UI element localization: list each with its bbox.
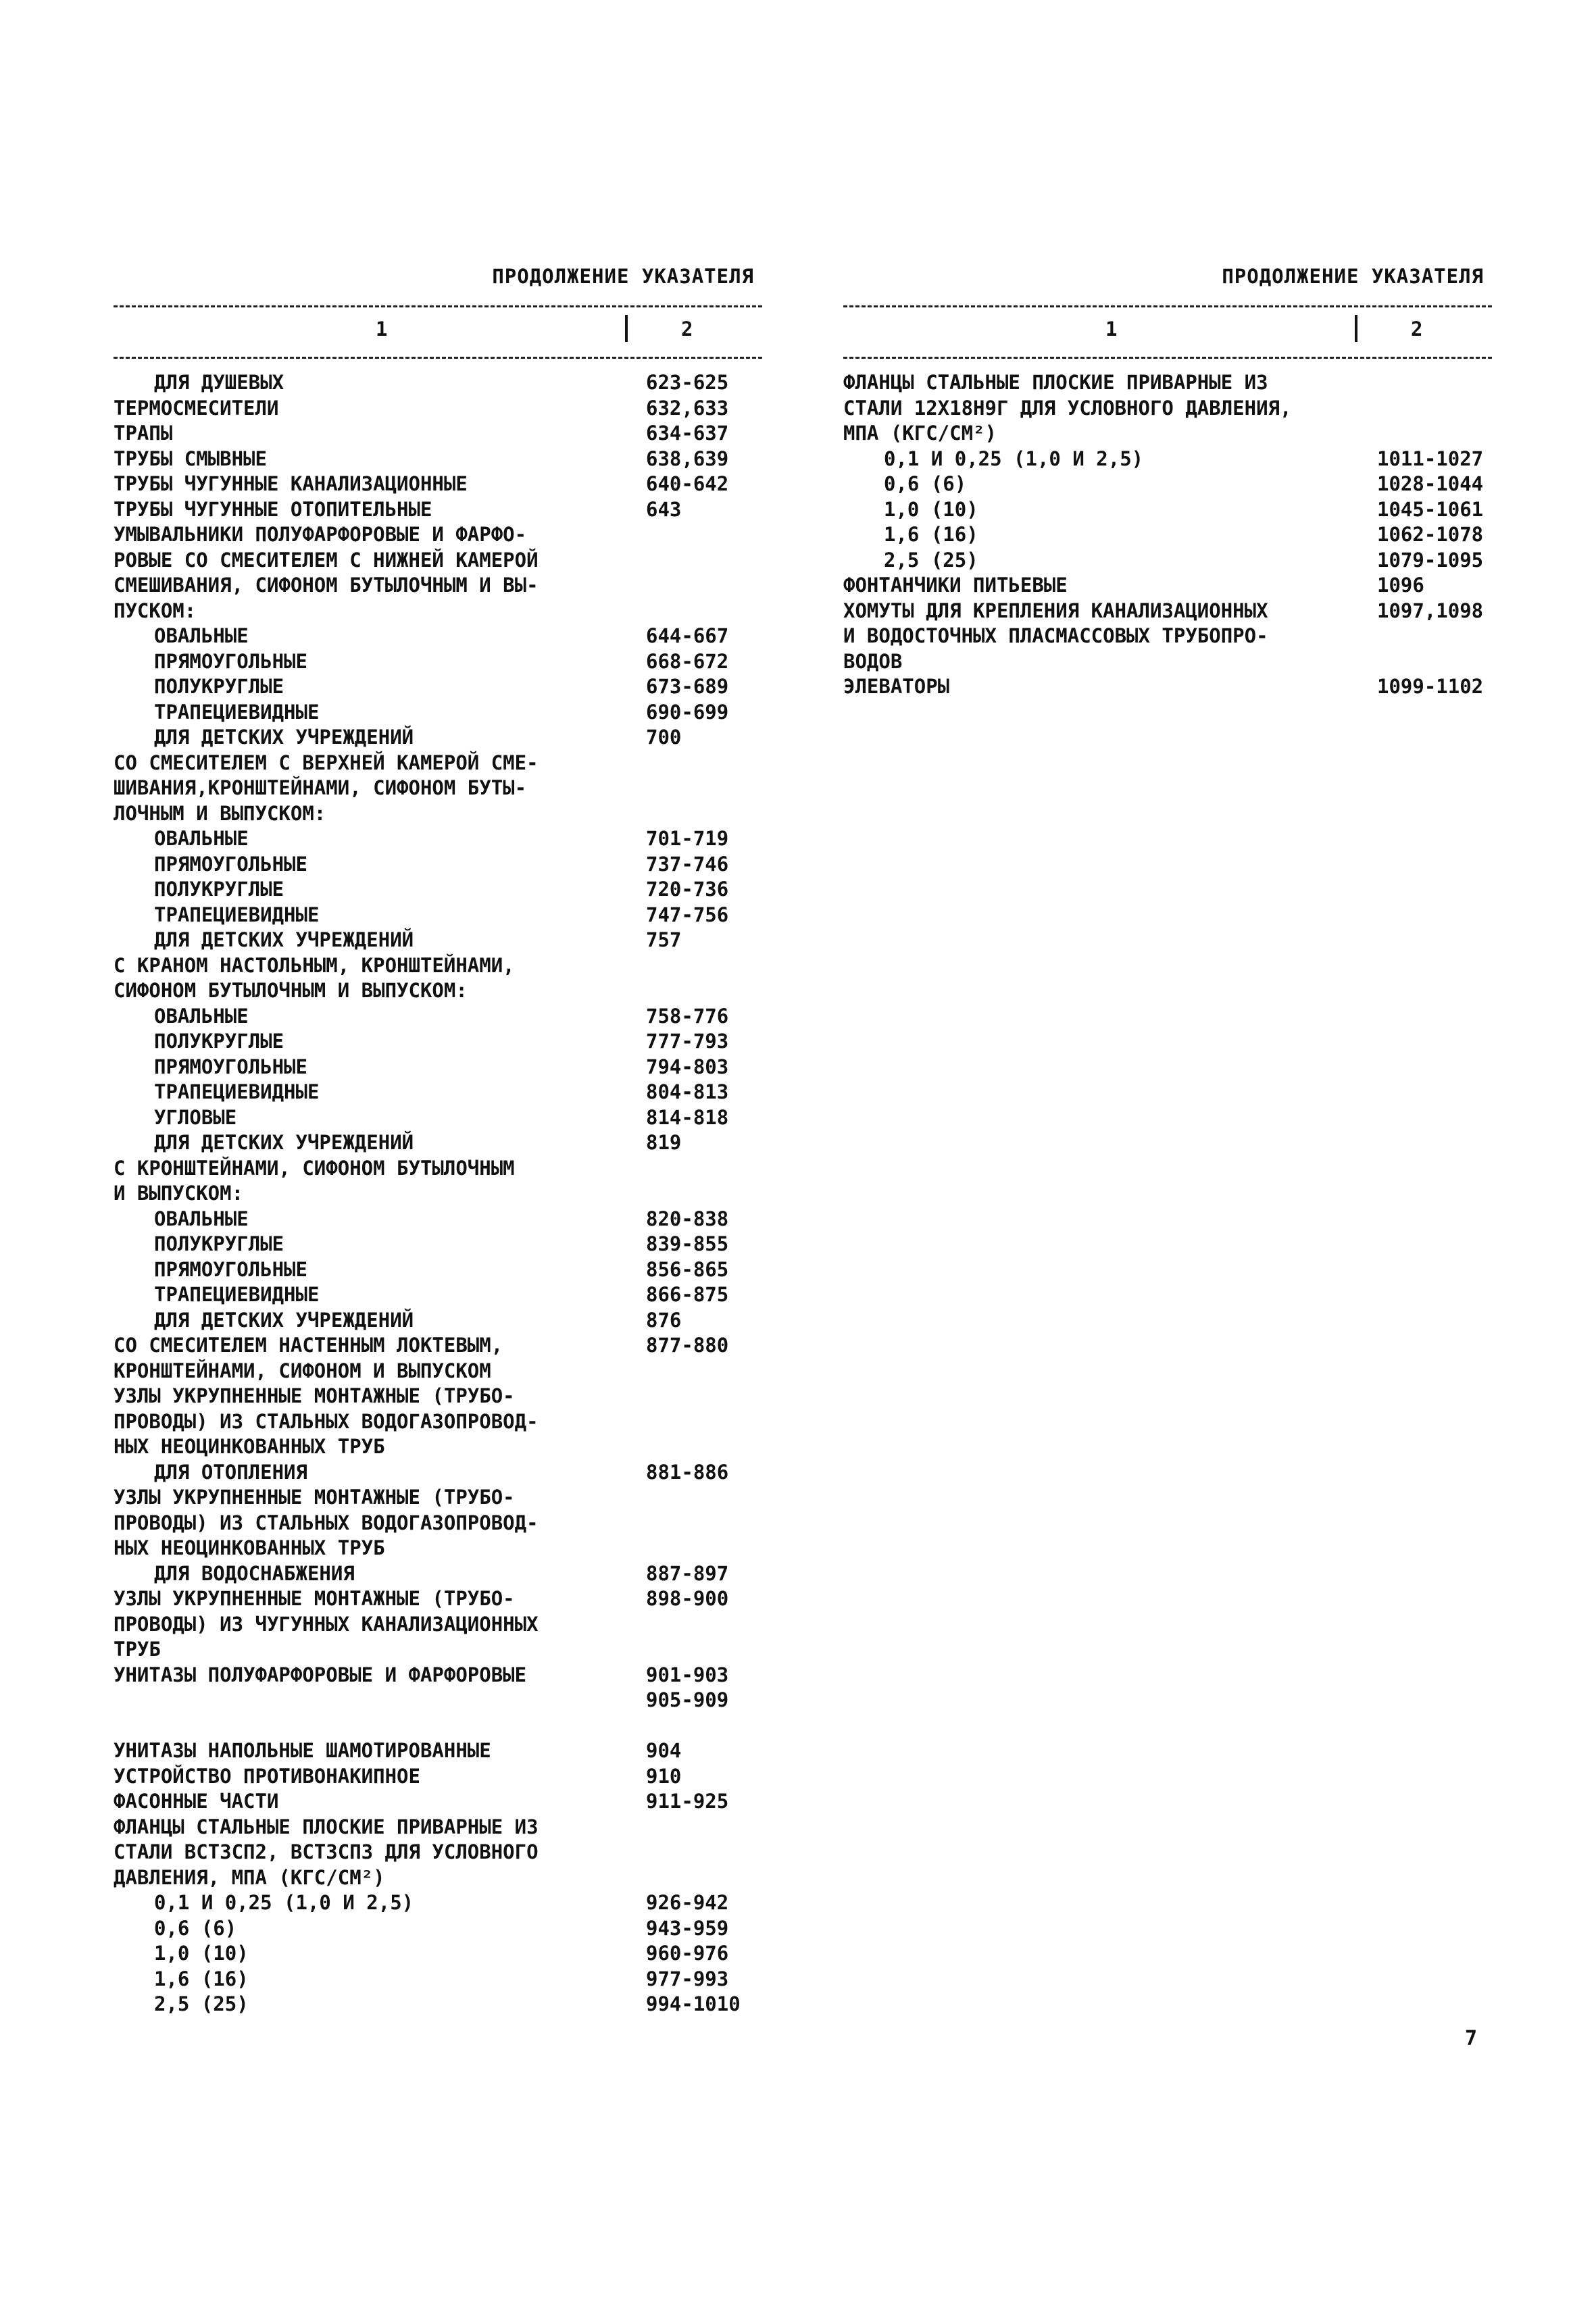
index-row	[114, 1029, 769, 1055]
index-row	[114, 1080, 769, 1105]
index-entry-pages: 960-976	[646, 1942, 729, 1965]
index-row	[114, 1586, 769, 1612]
index-row	[114, 776, 769, 801]
index-entry-pages: 1028-1044	[1377, 472, 1484, 495]
index-row	[843, 599, 1499, 624]
index-entry-text: С КРАНОМ НАСТОЛЬНЫМ, КРОНШТЕЙНАМИ,	[114, 953, 515, 977]
index-row	[114, 1460, 769, 1486]
index-entry-pages: 643	[646, 497, 682, 521]
index-entry-text: ПОЛУКРУГЛЫЕ	[154, 1030, 284, 1053]
index-row	[114, 1865, 769, 1891]
index-entry-pages: 700	[646, 726, 682, 749]
index-entry-text: 1,6 (16)	[154, 1967, 249, 1990]
index-entry-text: ФАСОННЫЕ ЧАСТИ	[114, 1790, 279, 1813]
index-row	[114, 447, 769, 472]
index-entry-pages: 1062-1078	[1377, 523, 1484, 546]
index-entry-pages: 623-625	[646, 371, 729, 394]
index-entry-pages: 926-942	[646, 1891, 729, 1914]
index-row	[114, 1055, 769, 1080]
right-header-separator	[1355, 315, 1357, 342]
index-entry-pages: 634-637	[646, 422, 729, 445]
index-row	[843, 497, 1499, 523]
index-row	[114, 725, 769, 751]
index-row	[843, 624, 1499, 649]
index-row	[843, 447, 1499, 472]
right-index-list	[843, 370, 1499, 700]
index-entry-text: СТАЛИ ВСТ3СП2, ВСТ3СП3 ДЛЯ УСЛОВНОГО	[114, 1840, 539, 1863]
index-entry-pages: 839-855	[646, 1232, 729, 1255]
index-entry-pages: 904	[646, 1739, 682, 1762]
index-row	[114, 1333, 769, 1359]
index-row	[114, 1941, 769, 1967]
index-row	[114, 700, 769, 726]
index-row	[114, 1105, 769, 1131]
index-entry-text: ДЛЯ ОТОПЛЕНИЯ	[154, 1460, 307, 1484]
right-header-top-rule	[843, 305, 1492, 307]
left-header-separator	[625, 315, 628, 342]
index-entry-text: ТРУБЫ ЧУГУННЫЕ ОТОПИТЕЛЬНЫЕ	[114, 497, 432, 521]
left-caption: ПРОДОЛЖЕНИЕ УКАЗАТЕЛЯ	[492, 265, 754, 288]
index-row	[114, 1890, 769, 1916]
index-entry-text: СТАЛИ 12Х18Н9Г ДЛЯ УСЛОВНОГО ДАВЛЕНИЯ,	[843, 396, 1292, 420]
index-entry-text: ПОЛУКРУГЛЫЕ	[154, 1232, 284, 1255]
index-entry-text: УСТРОЙСТВО ПРОТИВОНАКИПНОЕ	[114, 1764, 420, 1788]
index-entry-text: 0,6 (6)	[154, 1916, 237, 1940]
index-entry-text: ПОЛУКРУГЛЫЕ	[154, 675, 284, 698]
index-row	[114, 826, 769, 852]
index-entry-text: ОВАЛЬНЫЕ	[154, 827, 249, 850]
index-row	[114, 370, 769, 396]
index-entry-pages: 856-865	[646, 1257, 729, 1281]
index-entry-text: ДЛЯ ВОДОСНАБЖЕНИЯ	[154, 1561, 355, 1585]
index-entry-pages: 668-672	[646, 649, 729, 673]
index-entry-text: ПРЯМОУГОЛЬНЫЕ	[154, 852, 307, 876]
index-row	[843, 573, 1499, 599]
index-entry-text: ФЛАНЦЫ СТАЛЬНЫЕ ПЛОСКИЕ ПРИВАРНЫЕ ИЗ	[843, 371, 1268, 394]
index-row	[114, 1004, 769, 1030]
index-row	[114, 1130, 769, 1156]
index-row	[114, 1738, 769, 1764]
index-entry-pages: 673-689	[646, 675, 729, 698]
left-header-bottom-rule	[114, 357, 762, 359]
index-row	[114, 1511, 769, 1536]
index-entry-text: И ВЫПУСКОМ:	[114, 1182, 244, 1205]
index-entry-text: ДЛЯ ДЕТСКИХ УЧРЕЖДЕНИЙ	[154, 726, 414, 749]
index-row	[114, 1637, 769, 1663]
index-entry-text: ПОЛУКРУГЛЫЕ	[154, 878, 284, 901]
index-entry-text: НЫХ НЕОЦИНКОВАННЫХ ТРУБ	[114, 1435, 385, 1458]
index-row	[114, 1561, 769, 1587]
index-row	[114, 1916, 769, 1942]
page-number: 7	[1465, 2027, 1478, 2051]
index-row	[114, 548, 769, 574]
index-row	[114, 1967, 769, 1992]
index-entry-text: ОВАЛЬНЫЕ	[154, 1207, 249, 1230]
index-entry-pages: 638,639	[646, 447, 729, 470]
index-entry-pages: 794-803	[646, 1055, 729, 1078]
index-entry-text: КРОНШТЕЙНАМИ, СИФОНОМ И ВЫПУСКОМ	[114, 1359, 491, 1382]
index-entry-text: 1,6 (16)	[884, 523, 978, 546]
left-header-top-rule	[114, 305, 762, 307]
index-entry-pages: 819	[646, 1131, 682, 1154]
index-entry-pages: 701-719	[646, 827, 729, 850]
index-row	[114, 1536, 769, 1561]
index-entry-text: УНИТАЗЫ ПОЛУФАРФОРОВЫЕ И ФАРФОРОВЫЕ	[114, 1663, 527, 1686]
right-caption: ПРОДОЛЖЕНИЕ УКАЗАТЕЛЯ	[1222, 265, 1484, 288]
index-entry-text: ТРУБЫ СМЫВНЫЕ	[114, 447, 267, 470]
index-entry-pages: 911-925	[646, 1790, 729, 1813]
index-row	[114, 751, 769, 776]
index-entry-text: 0,1 И 0,25 (1,0 И 2,5)	[884, 447, 1144, 470]
index-entry-pages: 1045-1061	[1377, 497, 1484, 521]
index-row	[114, 1409, 769, 1435]
right-header-col1: 1	[1105, 318, 1118, 341]
index-row	[114, 421, 769, 447]
index-entry-text: ДЛЯ ДУШЕВЫХ	[154, 371, 284, 394]
index-entry-pages: 1096	[1377, 574, 1424, 597]
index-entry-text: 0,1 И 0,25 (1,0 И 2,5)	[154, 1891, 414, 1914]
index-entry-text: ШИВАНИЯ,КРОНШТЕЙНАМИ, СИФОНОМ БУТЫ-	[114, 776, 527, 799]
index-entry-text: ТРАПЫ	[114, 422, 173, 445]
index-entry-pages: 876	[646, 1308, 682, 1332]
index-row	[843, 522, 1499, 548]
index-entry-pages: 690-699	[646, 700, 729, 724]
index-entry-text: УЗЛЫ УКРУПНЕННЫЕ МОНТАЖНЫЕ (ТРУБО-	[114, 1587, 515, 1610]
index-entry-text: УГЛОВЫЕ	[154, 1105, 237, 1129]
index-entry-text: УМЫВАЛЬНИКИ ПОЛУФАРФОРОВЫЕ И ФАРФО-	[114, 523, 527, 546]
index-row	[843, 674, 1499, 700]
index-entry-text: УЗЛЫ УКРУПНЕННЫЕ МОНТАЖНЫЕ (ТРУБО-	[114, 1486, 515, 1509]
index-entry-pages: 747-756	[646, 903, 729, 926]
index-entry-text: ТРАПЕЦИЕВИДНЫЕ	[154, 700, 320, 724]
right-header-col2: 2	[1411, 318, 1423, 341]
index-entry-text: УЗЛЫ УКРУПНЕННЫЕ МОНТАЖНЫЕ (ТРУБО-	[114, 1384, 515, 1407]
index-row	[114, 1308, 769, 1334]
index-entry-text: СИФОНОМ БУТЫЛОЧНЫМ И ВЫПУСКОМ:	[114, 979, 468, 1002]
index-row	[114, 1815, 769, 1840]
index-entry-pages: 1079-1095	[1377, 548, 1484, 572]
index-row	[114, 1612, 769, 1638]
index-row	[843, 472, 1499, 497]
index-entry-text: С КРОНШТЕЙНАМИ, СИФОНОМ БУТЫЛОЧНЫМ	[114, 1156, 515, 1180]
index-row	[843, 649, 1499, 675]
index-entry-text: 1,0 (10)	[884, 497, 978, 521]
left-index-list	[114, 370, 769, 2017]
index-entry-text: ПРЯМОУГОЛЬНЫЕ	[154, 649, 307, 673]
index-entry-text: ТРУБ	[114, 1638, 161, 1661]
index-row	[843, 548, 1499, 574]
index-entry-pages: 777-793	[646, 1030, 729, 1053]
index-row	[114, 1688, 769, 1713]
index-entry-pages: 898-900	[646, 1587, 729, 1610]
index-entry-text: ПРОВОДЫ) ИЗ ЧУГУННЫХ КАНАЛИЗАЦИОННЫХ	[114, 1612, 539, 1636]
index-entry-text: ТРАПЕЦИЕВИДНЫЕ	[154, 1080, 320, 1103]
index-row	[114, 1181, 769, 1207]
right-header-bottom-rule	[843, 357, 1492, 359]
index-entry-text: ОВАЛЬНЫЕ	[154, 624, 249, 647]
index-entry-pages: 814-818	[646, 1105, 729, 1129]
index-entry-pages: 994-1010	[646, 1992, 741, 2015]
index-row	[114, 903, 769, 928]
index-row	[114, 396, 769, 422]
index-entry-text: ПУСКОМ:	[114, 599, 197, 622]
index-entry-pages: 820-838	[646, 1207, 729, 1230]
index-entry-text: ТРАПЕЦИЕВИДНЫЕ	[154, 903, 320, 926]
index-entry-text: СМЕШИВАНИЯ, СИФОНОМ БУТЫЛОЧНЫМ И ВЫ-	[114, 574, 539, 597]
index-row	[114, 599, 769, 624]
index-row	[114, 1485, 769, 1511]
index-row	[114, 1257, 769, 1283]
index-row	[843, 370, 1499, 396]
index-entry-text: ДАВЛЕНИЯ, МПА (КГС/СМ²)	[114, 1865, 385, 1889]
index-entry-text: ОВАЛЬНЫЕ	[154, 1004, 249, 1028]
index-row	[114, 1840, 769, 1865]
index-entry-text: ДЛЯ ДЕТСКИХ УЧРЕЖДЕНИЙ	[154, 1131, 414, 1154]
index-entry-text: СО СМЕСИТЕЛЕМ С ВЕРХНЕЙ КАМЕРОЙ СМЕ-	[114, 751, 539, 774]
index-entry-text: ПРЯМОУГОЛЬНЫЕ	[154, 1257, 307, 1281]
index-entry-pages: 943-959	[646, 1916, 729, 1940]
index-entry-text: РОВЫЕ СО СМЕСИТЕЛЕМ С НИЖНЕЙ КАМЕРОЙ	[114, 548, 539, 572]
index-row	[114, 1384, 769, 1409]
index-row	[114, 624, 769, 649]
index-entry-text: НЫХ НЕОЦИНКОВАННЫХ ТРУБ	[114, 1536, 385, 1559]
index-entry-pages: 887-897	[646, 1561, 729, 1585]
index-entry-text: 2,5 (25)	[884, 548, 978, 572]
index-entry-text: ПРЯМОУГОЛЬНЫЕ	[154, 1055, 307, 1078]
index-entry-text: ПРОВОДЫ) ИЗ СТАЛЬНЫХ ВОДОГАЗОПРОВОД-	[114, 1409, 539, 1433]
index-row	[843, 421, 1499, 447]
index-row	[114, 1713, 769, 1739]
index-entry-text: 1,0 (10)	[154, 1942, 249, 1965]
index-row	[114, 953, 769, 979]
index-row	[114, 1434, 769, 1460]
left-header-col2: 2	[681, 318, 693, 341]
index-entry-text: ХОМУТЫ ДЛЯ КРЕПЛЕНИЯ КАНАЛИЗАЦИОННЫХ	[843, 599, 1268, 622]
index-entry-text: ДЛЯ ДЕТСКИХ УЧРЕЖДЕНИЙ	[154, 928, 414, 951]
index-entry-pages: 757	[646, 928, 682, 951]
index-entry-pages: 804-813	[646, 1080, 729, 1103]
index-entry-text: ТРУБЫ ЧУГУННЫЕ КАНАЛИЗАЦИОННЫЕ	[114, 472, 468, 495]
index-entry-text: 2,5 (25)	[154, 1992, 249, 2015]
index-row	[114, 1282, 769, 1308]
index-entry-text: ДЛЯ ДЕТСКИХ УЧРЕЖДЕНИЙ	[154, 1308, 414, 1332]
index-row	[114, 852, 769, 878]
index-row	[114, 1359, 769, 1384]
index-entry-text: ФОНТАНЧИКИ ПИТЬЕВЫЕ	[843, 574, 1068, 597]
index-entry-text: ТРАПЕЦИЕВИДНЫЕ	[154, 1283, 320, 1306]
index-entry-text: ПРОВОДЫ) ИЗ СТАЛЬНЫХ ВОДОГАЗОПРОВОД-	[114, 1511, 539, 1534]
index-row	[114, 1207, 769, 1232]
index-row	[114, 1764, 769, 1790]
index-row	[114, 928, 769, 953]
index-entry-pages: 1011-1027	[1377, 447, 1484, 470]
index-row	[114, 1232, 769, 1257]
index-entry-text: ФЛАНЦЫ СТАЛЬНЫЕ ПЛОСКИЕ ПРИВАРНЫЕ ИЗ	[114, 1815, 539, 1838]
index-row	[843, 396, 1499, 422]
index-entry-pages: 644-667	[646, 624, 729, 647]
index-row	[114, 472, 769, 497]
index-row	[114, 649, 769, 675]
index-row	[114, 497, 769, 523]
index-entry-pages: 720-736	[646, 878, 729, 901]
index-row	[114, 978, 769, 1004]
index-entry-pages: 758-776	[646, 1004, 729, 1028]
index-entry-text: ЭЛЕВАТОРЫ	[843, 675, 950, 698]
index-entry-text: 0,6 (6)	[884, 472, 967, 495]
index-entry-text: УНИТАЗЫ НАПОЛЬНЫЕ ШАМОТИРОВАННЫЕ	[114, 1739, 491, 1762]
index-entry-text: ЛОЧНЫМ И ВЫПУСКОМ:	[114, 801, 326, 825]
index-entry-text: МПА (КГС/СМ²)	[843, 422, 997, 445]
index-row	[114, 573, 769, 599]
index-entry-pages: 905-909	[646, 1688, 729, 1711]
index-entry-pages: 901-903	[646, 1663, 729, 1686]
index-row	[114, 1992, 769, 2017]
index-entry-pages: 877-880	[646, 1334, 729, 1357]
index-row	[114, 522, 769, 548]
index-entry-pages: 1099-1102	[1377, 675, 1484, 698]
index-row	[114, 1663, 769, 1688]
index-entry-text: И ВОДОСТОЧНЫХ ПЛАСМАССОВЫХ ТРУБОПРО-	[843, 624, 1268, 647]
left-header-col1: 1	[376, 318, 388, 341]
index-entry-pages: 977-993	[646, 1967, 729, 1990]
index-entry-text: ВОДОВ	[843, 649, 903, 673]
index-row	[114, 801, 769, 827]
index-entry-pages: 881-886	[646, 1460, 729, 1484]
index-entry-pages: 737-746	[646, 852, 729, 876]
index-entry-pages: 910	[646, 1764, 682, 1788]
index-row	[114, 674, 769, 700]
index-entry-pages: 1097,1098	[1377, 599, 1484, 622]
index-entry-pages: 866-875	[646, 1283, 729, 1306]
index-row	[114, 1789, 769, 1815]
index-entry-pages: 632,633	[646, 396, 729, 420]
index-entry-pages: 640-642	[646, 472, 729, 495]
index-entry-text: СО СМЕСИТЕЛЕМ НАСТЕННЫМ ЛОКТЕВЫМ,	[114, 1334, 503, 1357]
index-entry-text: ТЕРМОСМЕСИТЕЛИ	[114, 396, 279, 420]
index-row	[114, 877, 769, 903]
index-row	[114, 1156, 769, 1182]
